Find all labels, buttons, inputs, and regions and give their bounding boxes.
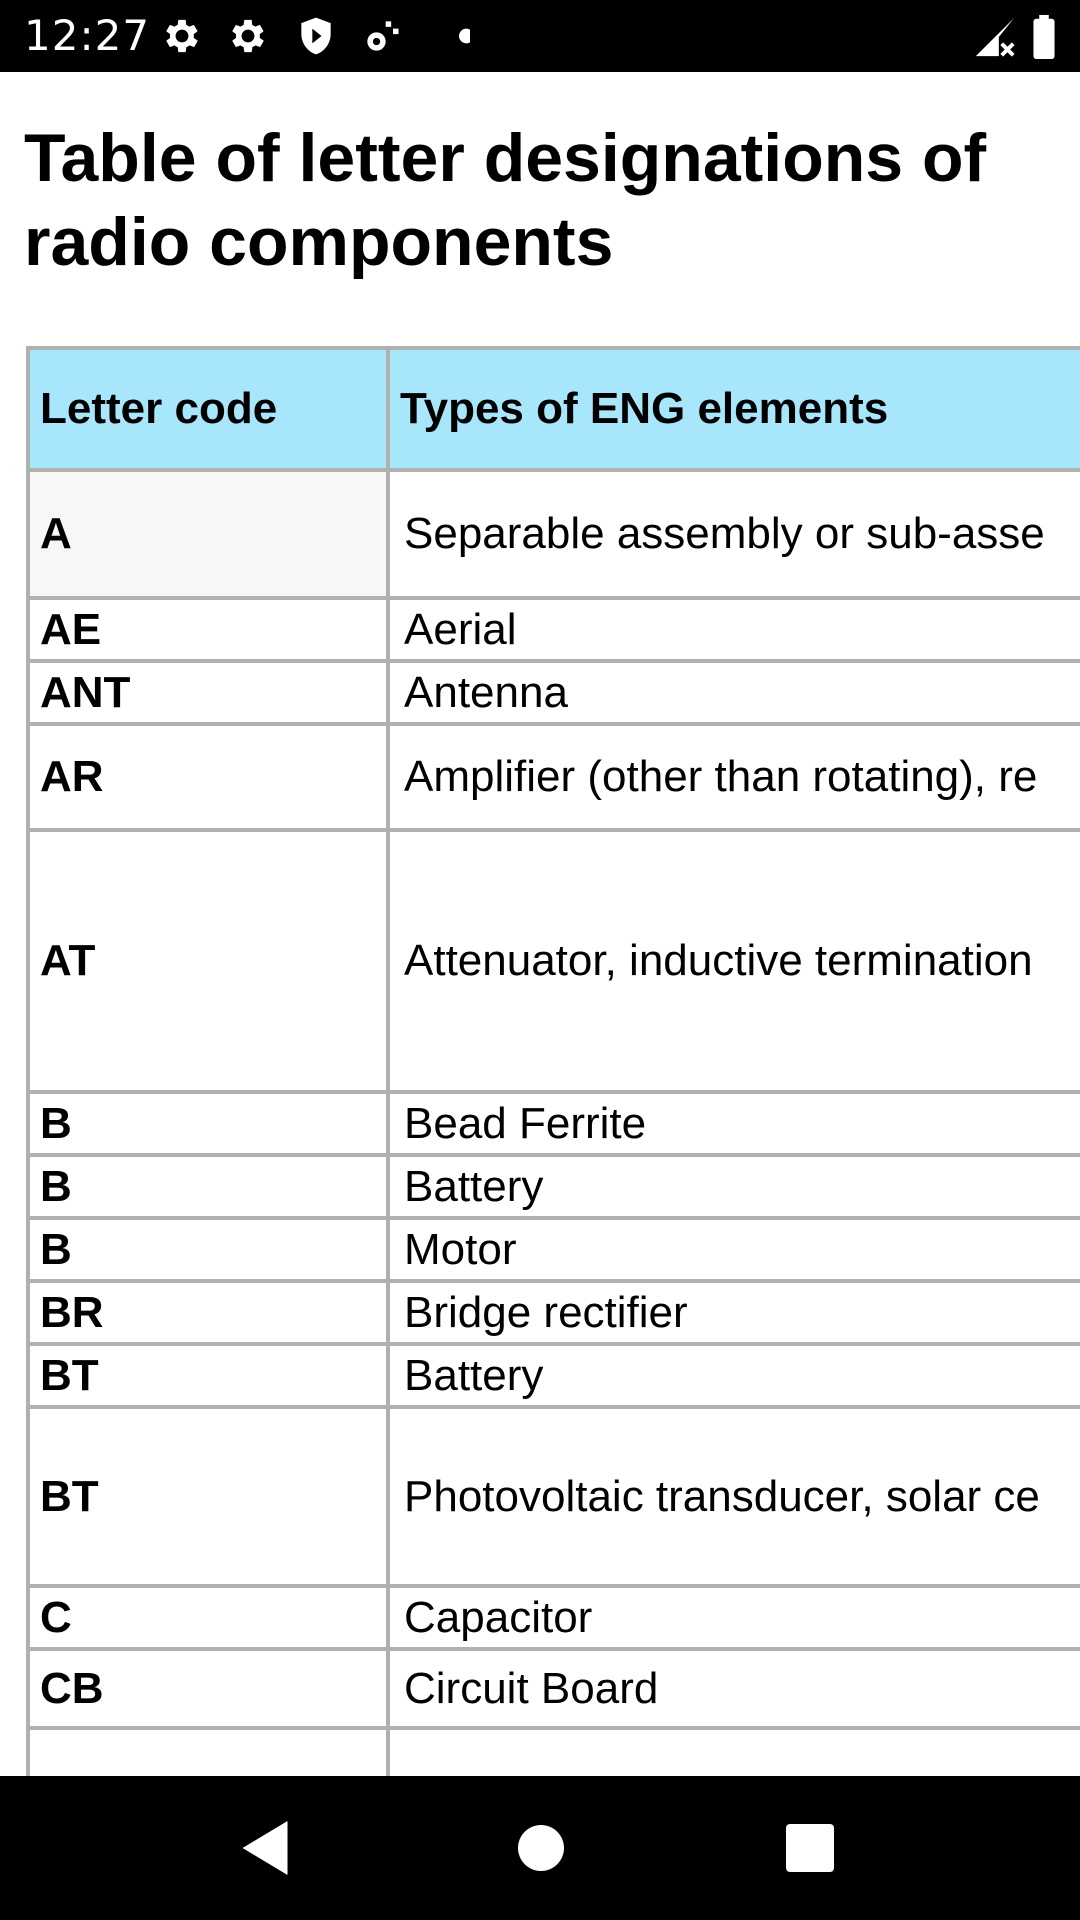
element-type-cell: Circuit Board — [388, 1649, 1080, 1728]
table-row — [28, 1586, 1080, 1649]
satellite-icon — [360, 14, 404, 58]
element-type-cell: Bridge rectifier — [388, 1281, 1080, 1344]
element-type-cell — [388, 1728, 1080, 1776]
letter-code-cell: A — [28, 470, 388, 598]
table-row — [28, 470, 1080, 598]
battery-icon — [1030, 14, 1058, 60]
table-row — [28, 1649, 1080, 1728]
element-type-cell: Motor — [388, 1218, 1080, 1281]
letter-code-cell: CB — [28, 1649, 388, 1728]
table-row — [28, 1218, 1080, 1281]
table-row — [28, 1728, 1080, 1776]
web-content[interactable] — [0, 72, 1080, 1776]
letter-code-cell: AT — [28, 830, 388, 1092]
letter-code-cell: B — [28, 1218, 388, 1281]
element-type-cell: Attenuator, inductive termination — [388, 830, 1080, 1092]
letter-code-cell: B — [28, 1092, 388, 1155]
navigation-bar — [0, 1776, 1080, 1920]
column-header-element-types: Types of ENG elements — [388, 348, 1080, 470]
gear-icon — [160, 14, 204, 58]
letter-code-cell: BR — [28, 1281, 388, 1344]
table-row — [28, 1092, 1080, 1155]
element-type-cell: Bead Ferrite — [388, 1092, 1080, 1155]
page-title: Table of letter designations of radio components — [24, 120, 987, 280]
element-type-cell: Capacitor — [388, 1586, 1080, 1649]
letter-code-cell: BT — [28, 1407, 388, 1586]
letter-code-cell: BT — [28, 1344, 388, 1407]
element-type-cell: Photovoltaic transducer, solar ce — [388, 1407, 1080, 1586]
designations-table — [26, 346, 1080, 1776]
signal-icon — [970, 14, 1020, 60]
letter-code-cell: ANT — [28, 661, 388, 724]
status-time: 12:27 — [24, 11, 151, 60]
letter-code-cell: AR — [28, 724, 388, 830]
table-row — [28, 661, 1080, 724]
dot-icon — [426, 14, 470, 58]
element-type-cell: Amplifier (other than rotating), re — [388, 724, 1080, 830]
back-icon[interactable] — [238, 1818, 292, 1878]
letter-code-cell: C — [28, 1586, 388, 1649]
recents-icon[interactable] — [786, 1824, 834, 1872]
element-type-cell: Antenna — [388, 661, 1080, 724]
table-header-row — [28, 348, 1080, 470]
table-row — [28, 830, 1080, 1092]
table-row — [28, 1344, 1080, 1407]
table-row — [28, 724, 1080, 830]
letter-code-cell — [28, 1728, 388, 1776]
element-type-cell: Battery — [388, 1344, 1080, 1407]
table-row — [28, 598, 1080, 661]
element-type-cell: Aerial — [388, 598, 1080, 661]
element-type-cell: Battery — [388, 1155, 1080, 1218]
letter-code-cell: AE — [28, 598, 388, 661]
table-row — [28, 1407, 1080, 1586]
letter-code-cell: B — [28, 1155, 388, 1218]
gear-icon — [226, 14, 270, 58]
table-row — [28, 1155, 1080, 1218]
element-type-cell: Separable assembly or sub-asse — [388, 470, 1080, 598]
status-bar — [0, 0, 1080, 72]
home-icon[interactable] — [518, 1825, 564, 1871]
shield-icon — [294, 14, 338, 58]
column-header-letter-code: Letter code — [28, 348, 388, 470]
table-row — [28, 1281, 1080, 1344]
